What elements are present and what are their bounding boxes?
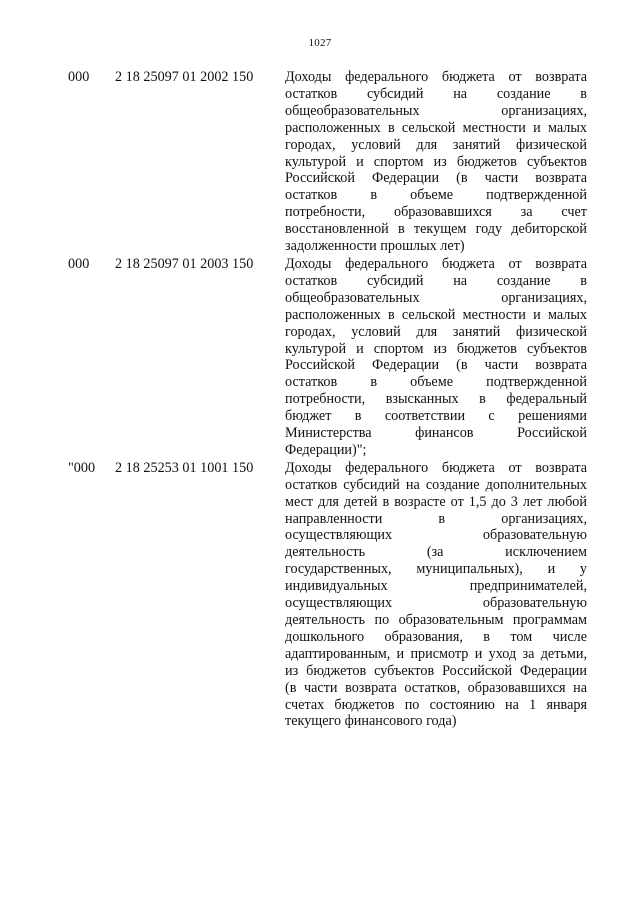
description-line: расположенных в сельской местности и малых	[285, 306, 587, 323]
budget-code-table	[0, 69, 640, 731]
description-line: расположенных в сельской местности и малых	[285, 119, 587, 136]
description-line: дошкольного образования, в том числе	[285, 628, 587, 645]
description-line: осуществляющих образовательную	[285, 595, 587, 612]
description-line: общеобразовательных организациях,	[285, 102, 587, 119]
description-line: остатков в объеме подтвержденной	[285, 187, 587, 204]
description-line: счетах бюджетов по состоянию на 1 января	[285, 696, 587, 713]
description-line: Федерации)";	[285, 441, 367, 458]
description-line: потребности, образовавшихся за счет	[285, 204, 587, 221]
description-line: потребности, взысканных в федеральный	[285, 391, 587, 408]
description-line: адаптированным, и присмотр и уход за детьми,	[285, 645, 587, 662]
income-description	[285, 460, 587, 731]
description-line: остатков субсидий на создание в	[285, 272, 587, 289]
description-line: остатков в объеме подтвержденной	[285, 374, 587, 391]
description-line: остатков субсидий на создание дополнительных	[285, 476, 587, 493]
administrator-code: "000	[68, 459, 96, 476]
description-line: Доходы федерального бюджета от возврата	[285, 255, 587, 272]
income-description	[285, 69, 587, 255]
income-description	[285, 256, 587, 459]
description-line: остатков субсидий на создание в	[285, 85, 587, 102]
description-line: из бюджетов субъектов Российской Федерации	[285, 662, 587, 679]
description-line: культурой и спортом из бюджетов субъектов	[285, 153, 587, 170]
description-line: осуществляющих образовательную	[285, 527, 587, 544]
budget-classification-code: 2 18 25097 01 2003 150	[115, 255, 254, 272]
table-row	[0, 460, 640, 731]
description-line: государственных, муниципальных), и у	[285, 561, 587, 578]
page-number: 1027	[308, 37, 332, 49]
description-line: Российской Федерации (в части возврата	[285, 170, 587, 187]
description-line: деятельность по образовательным программам	[285, 612, 587, 628]
description-line: общеобразовательных организациях,	[285, 289, 587, 306]
description-line: деятельность (за исключением	[285, 544, 587, 561]
description-line: текущего финансового года)	[285, 713, 457, 730]
administrator-code: 000	[68, 69, 90, 85]
table-row	[0, 69, 640, 255]
description-line: культурой и спортом из бюджетов субъектов	[285, 340, 587, 357]
description-line: мест для детей в возрасте от 1,5 до 3 лет любой	[285, 493, 587, 510]
description-line: восстановленной в текущем году дебиторской	[285, 221, 587, 238]
description-line: городах, условий для занятий физической	[285, 323, 587, 340]
description-line: задолженности прошлых лет)	[285, 238, 465, 255]
description-line: Доходы федерального бюджета от возврата	[285, 459, 587, 476]
description-line: бюджет в соответствии с решениями	[285, 408, 587, 425]
description-line: Министерства финансов Российской	[285, 425, 587, 442]
description-line: Российской Федерации (в части возврата	[285, 357, 587, 374]
administrator-code: 000	[68, 255, 90, 272]
description-line: городах, условий для занятий физической	[285, 136, 587, 153]
description-line: (в части возврата остатков, образовавшихся на	[285, 679, 587, 696]
table-row	[0, 256, 640, 459]
budget-classification-code: 2 18 25097 01 2002 150	[115, 69, 254, 85]
description-line: индивидуальных предпринимателей,	[285, 578, 587, 595]
description-line: направленности в организациях,	[285, 510, 587, 527]
description-line: Доходы федерального бюджета от возврата	[285, 69, 587, 85]
budget-classification-code: 2 18 25253 01 1001 150	[115, 459, 254, 476]
